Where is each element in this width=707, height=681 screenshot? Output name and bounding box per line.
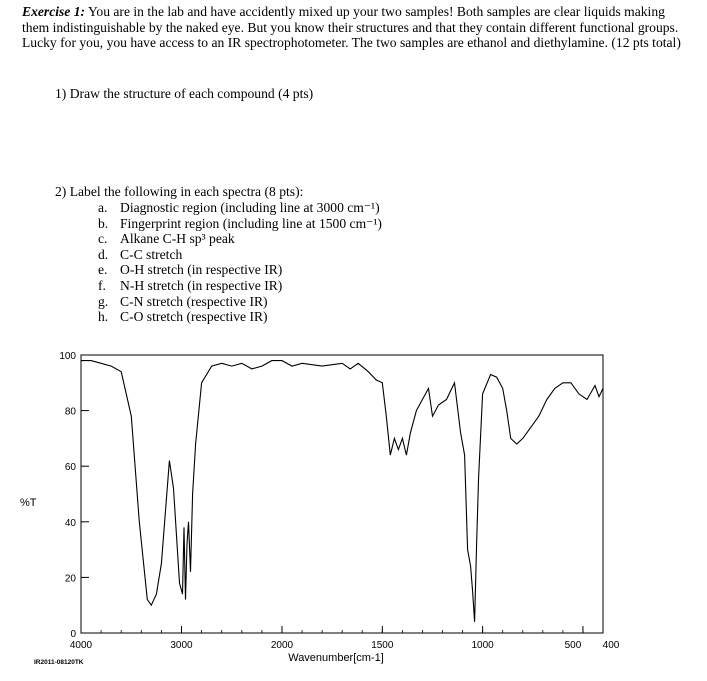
- item-text: Fingerprint region (including line at 1500 cm⁻¹): [120, 215, 382, 231]
- y-tick-label: 60: [64, 462, 76, 474]
- y-axis-label: %T: [20, 497, 37, 509]
- instrument-id: IR2011-08120TK: [34, 659, 84, 666]
- x-tick-label: 400: [602, 640, 620, 651]
- exercise-text: You are in the lab and have accidently mixed up your two samples! Both samples are clear liquids making them indistinguishable by the naked eye. But you know their structures and that they contain different functional groups. Lucky for you, you have access to an IR spectrophotometer. The two samples are ethanol and diethylamine. (12 pts total): [22, 4, 681, 51]
- label-item: [98, 278, 382, 294]
- label-item: [98, 247, 382, 263]
- item-letter: e.: [98, 262, 108, 278]
- label-list: [98, 200, 382, 325]
- ir-spectrum-line: [81, 361, 603, 622]
- label-item: [98, 294, 382, 310]
- x-tick-label: 4000: [69, 640, 93, 651]
- item-text: C-N stretch (respective IR): [120, 293, 268, 309]
- item-text: C-C stretch: [120, 246, 183, 262]
- item-letter: c.: [98, 231, 108, 247]
- x-tick-label: 1000: [471, 640, 494, 651]
- item-letter: b.: [98, 215, 109, 231]
- label-item: [98, 262, 382, 278]
- label-item: [98, 231, 382, 247]
- label-item: [98, 216, 382, 232]
- item-text: Alkane C-H sp³ peak: [120, 231, 235, 247]
- question-2: 2) Label the following in each spectra (8 pts):: [55, 184, 304, 199]
- item-letter: h.: [98, 309, 109, 325]
- item-text: Diagnostic region (including line at 3000 cm⁻¹): [120, 200, 380, 215]
- y-tick-label: 100: [59, 351, 76, 362]
- x-tick-label: 500: [564, 640, 582, 651]
- label-item: [98, 309, 382, 325]
- exercise-intro: [22, 4, 686, 51]
- item-letter: d.: [98, 246, 109, 262]
- item-text: N-H stretch (in respective IR): [120, 277, 283, 293]
- x-tick-label: 2000: [270, 640, 294, 651]
- item-letter: a.: [98, 200, 108, 215]
- y-tick-label: 0: [70, 629, 76, 640]
- item-letter: f.: [98, 277, 106, 293]
- ir-spectrum-chart: [0, 340, 707, 681]
- exercise-title: Exercise 1:: [22, 4, 86, 19]
- x-axis-label: Wavenumber[cm-1]: [288, 652, 384, 664]
- x-tick-label: 1500: [371, 640, 394, 651]
- y-tick-label: 80: [64, 406, 76, 418]
- item-text: C-O stretch (respective IR): [120, 309, 268, 325]
- item-letter: g.: [98, 293, 109, 309]
- item-text: O-H stretch (in respective IR): [120, 262, 283, 278]
- x-tick-label: 3000: [170, 640, 193, 651]
- label-item: [98, 200, 382, 216]
- y-tick-label: 20: [64, 573, 76, 585]
- plot-frame: [81, 355, 603, 633]
- question-1: 1) Draw the structure of each compound (4 pts): [55, 86, 314, 101]
- y-tick-label: 40: [64, 517, 76, 529]
